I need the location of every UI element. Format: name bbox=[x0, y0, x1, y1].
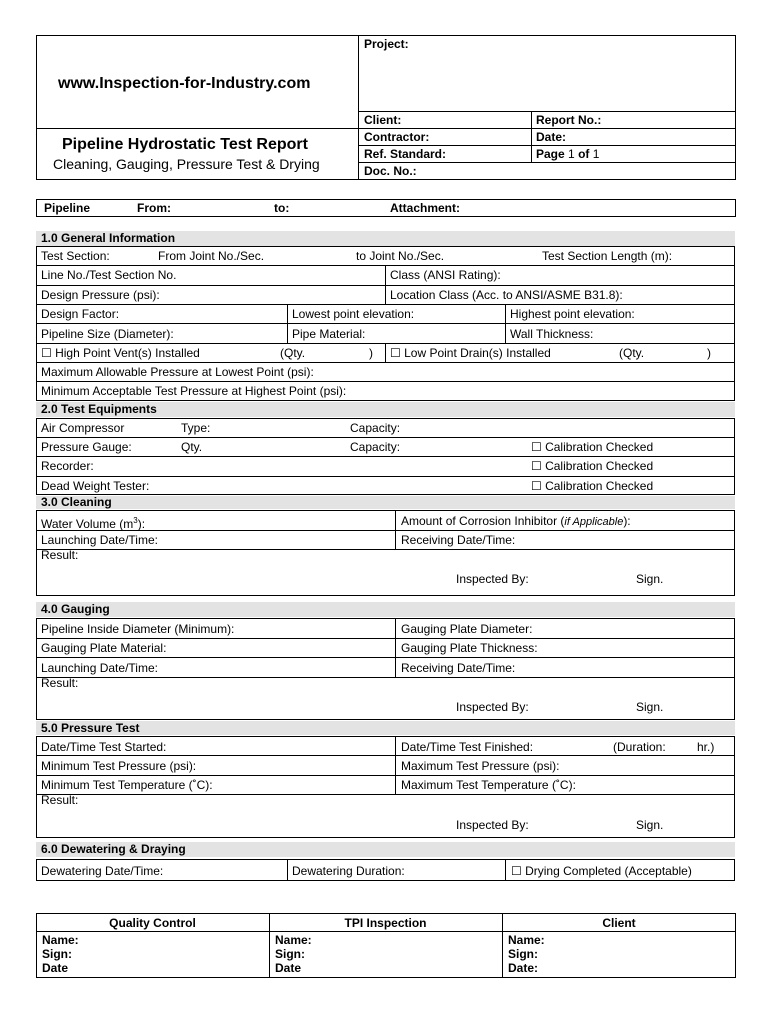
inspected-by-label: Inspected By: bbox=[456, 700, 529, 714]
section-general-header: 1.0 General Information bbox=[36, 231, 735, 246]
design-factor-label: Design Factor: bbox=[41, 307, 120, 321]
lowest-point-label: Lowest point elevation: bbox=[292, 307, 415, 321]
signoff-header-client: Client bbox=[602, 916, 636, 930]
capacity-label-1: Capacity: bbox=[350, 421, 401, 435]
signoff-header-tpi-inspection: TPI Inspection bbox=[344, 916, 427, 930]
high-vent-checkbox[interactable]: ☐ High Point Vent(s) Installed bbox=[41, 346, 200, 360]
ref-standard-label: Ref. Standard: bbox=[364, 147, 447, 161]
to-joint-label: to Joint No./Sec. bbox=[356, 249, 445, 263]
result-label: Result: bbox=[41, 793, 79, 807]
attachment-label: Attachment: bbox=[390, 201, 461, 215]
pressure-gauge-label: Pressure Gauge: bbox=[41, 440, 132, 454]
calibration-checkbox-2[interactable]: ☐ Calibration Checked bbox=[531, 459, 654, 473]
plate-material-label: Gauging Plate Material: bbox=[41, 641, 167, 655]
project-label: Project: bbox=[364, 37, 409, 51]
report-subtitle: Cleaning, Gauging, Pressure Test & Drying bbox=[53, 156, 320, 172]
drying-completed-checkbox[interactable]: ☐ Drying Completed (Acceptable) bbox=[511, 864, 692, 878]
client-name-label: Name: bbox=[508, 933, 545, 947]
receiving-label: Receiving Date/Time: bbox=[401, 533, 516, 547]
max-temp-label: Maximum Test Temperature (˚C): bbox=[401, 778, 576, 792]
qc-name-label: Name: bbox=[42, 933, 79, 947]
test-section-label: Test Section: bbox=[41, 249, 110, 263]
test-started-label: Date/Time Test Started: bbox=[41, 740, 167, 754]
contractor-label: Contractor: bbox=[364, 130, 430, 144]
report-title: Pipeline Hydrostatic Test Report bbox=[62, 136, 308, 153]
location-class-label: Location Class (Acc. to ANSI/ASME B31.8): bbox=[390, 288, 623, 302]
section-dewatering-header: 6.0 Dewatering & Draying bbox=[36, 842, 735, 857]
client-label: Client: bbox=[364, 113, 402, 127]
qc-sign-label: Sign: bbox=[42, 947, 72, 961]
dewatering-date-label: Dewatering Date/Time: bbox=[41, 864, 164, 878]
result-label: Result: bbox=[41, 548, 79, 562]
low-drain-checkbox[interactable]: ☐ Low Point Drain(s) Installed bbox=[390, 346, 551, 360]
date-label: Date: bbox=[536, 130, 567, 144]
inspected-by-label: Inspected By: bbox=[456, 572, 529, 586]
air-compressor-label: Air Compressor bbox=[41, 421, 125, 435]
design-pressure-label: Design Pressure (psi): bbox=[41, 288, 160, 302]
inspected-by-label: Inspected By: bbox=[456, 818, 529, 832]
calibration-checkbox-1[interactable]: ☐ Calibration Checked bbox=[531, 440, 654, 454]
qc-date-label: Date bbox=[42, 961, 69, 975]
section-gauging-header: 4.0 Gauging bbox=[36, 602, 735, 617]
section-cleaning-header: 3.0 Cleaning bbox=[36, 496, 735, 509]
capacity-label-2: Capacity: bbox=[350, 440, 401, 454]
wall-thickness-label: Wall Thickness: bbox=[510, 327, 594, 341]
signoff-header-quality-control: Quality Control bbox=[109, 916, 196, 930]
launching-label: Launching Date/Time: bbox=[41, 533, 158, 547]
inside-diameter-label: Pipeline Inside Diameter (Minimum): bbox=[41, 622, 235, 636]
pipe-material-label: Pipe Material: bbox=[292, 327, 366, 341]
header-left-divider bbox=[36, 128, 358, 129]
qty-low-drain: (Qty. bbox=[619, 346, 645, 360]
min-pressure-label: Minimum Test Pressure (psi): bbox=[41, 759, 197, 773]
plate-diameter-label: Gauging Plate Diameter: bbox=[401, 622, 533, 636]
plate-thickness-label: Gauging Plate Thickness: bbox=[401, 641, 538, 655]
qty-high-vent-close: ) bbox=[369, 346, 373, 360]
pipeline-size-label: Pipeline Size (Diameter): bbox=[41, 327, 174, 341]
sign-label: Sign. bbox=[636, 700, 664, 714]
dewatering-duration-label: Dewatering Duration: bbox=[292, 864, 405, 878]
qty-low-drain-close: ) bbox=[707, 346, 711, 360]
section-pressure-header: 5.0 Pressure Test bbox=[36, 721, 735, 735]
sign-label: Sign. bbox=[636, 572, 664, 586]
pipeline-label: Pipeline bbox=[44, 201, 91, 215]
line-no-label: Line No./Test Section No. bbox=[41, 268, 177, 282]
launching-label: Launching Date/Time: bbox=[41, 661, 158, 675]
tpi-date-label: Date bbox=[275, 961, 302, 975]
section-equipment-header: 2.0 Test Equipments bbox=[36, 402, 735, 417]
client-date-label: Date: bbox=[508, 961, 539, 975]
qty-high-vent: (Qty. bbox=[280, 346, 306, 360]
min-acceptable-label: Minimum Acceptable Test Pressure at Highest Point (psi): bbox=[41, 384, 347, 398]
qty-label: Qty. bbox=[181, 440, 203, 454]
recorder-label: Recorder: bbox=[41, 459, 94, 473]
type-label: Type: bbox=[181, 421, 211, 435]
receiving-label: Receiving Date/Time: bbox=[401, 661, 516, 675]
sign-label: Sign. bbox=[636, 818, 664, 832]
result-label: Result: bbox=[41, 676, 79, 690]
from-label: From: bbox=[137, 201, 171, 215]
max-pressure-label: Maximum Test Pressure (psi): bbox=[401, 759, 560, 773]
page-indicator: Page 1 of 1 bbox=[536, 147, 600, 161]
max-allowable-label: Maximum Allowable Pressure at Lowest Point (psi): bbox=[41, 365, 314, 379]
class-label: Class (ANSI Rating): bbox=[390, 268, 501, 282]
min-temp-label: Minimum Test Temperature (˚C): bbox=[41, 778, 213, 792]
report-no-label: Report No.: bbox=[536, 113, 602, 127]
from-joint-label: From Joint No./Sec. bbox=[158, 249, 265, 263]
section-length-label: Test Section Length (m): bbox=[542, 249, 673, 263]
dead-weight-label: Dead Weight Tester: bbox=[41, 479, 150, 493]
website-title: www.Inspection-for-Industry.com bbox=[58, 75, 311, 92]
client-sign-label: Sign: bbox=[508, 947, 538, 961]
to-label: to: bbox=[274, 201, 290, 215]
water-volume-label: Water Volume $(m^3)$: bbox=[41, 516, 146, 531]
calibration-checkbox-3[interactable]: ☐ Calibration Checked bbox=[531, 479, 654, 493]
tpi-sign-label: Sign: bbox=[275, 947, 305, 961]
highest-point-label: Highest point elevation: bbox=[510, 307, 635, 321]
test-finished-label: Date/Time Test Finished: bbox=[401, 740, 534, 754]
corrosion-inhibitor-label: Amount of Corrosion Inhibitor (if Applicable): bbox=[401, 514, 631, 528]
header-divider bbox=[358, 35, 359, 180]
duration-label: (Duration: bbox=[613, 740, 666, 754]
tpi-name-label: Name: bbox=[275, 933, 312, 947]
duration-unit: hr.) bbox=[697, 740, 715, 754]
doc-no-label: Doc. No.: bbox=[364, 164, 417, 178]
